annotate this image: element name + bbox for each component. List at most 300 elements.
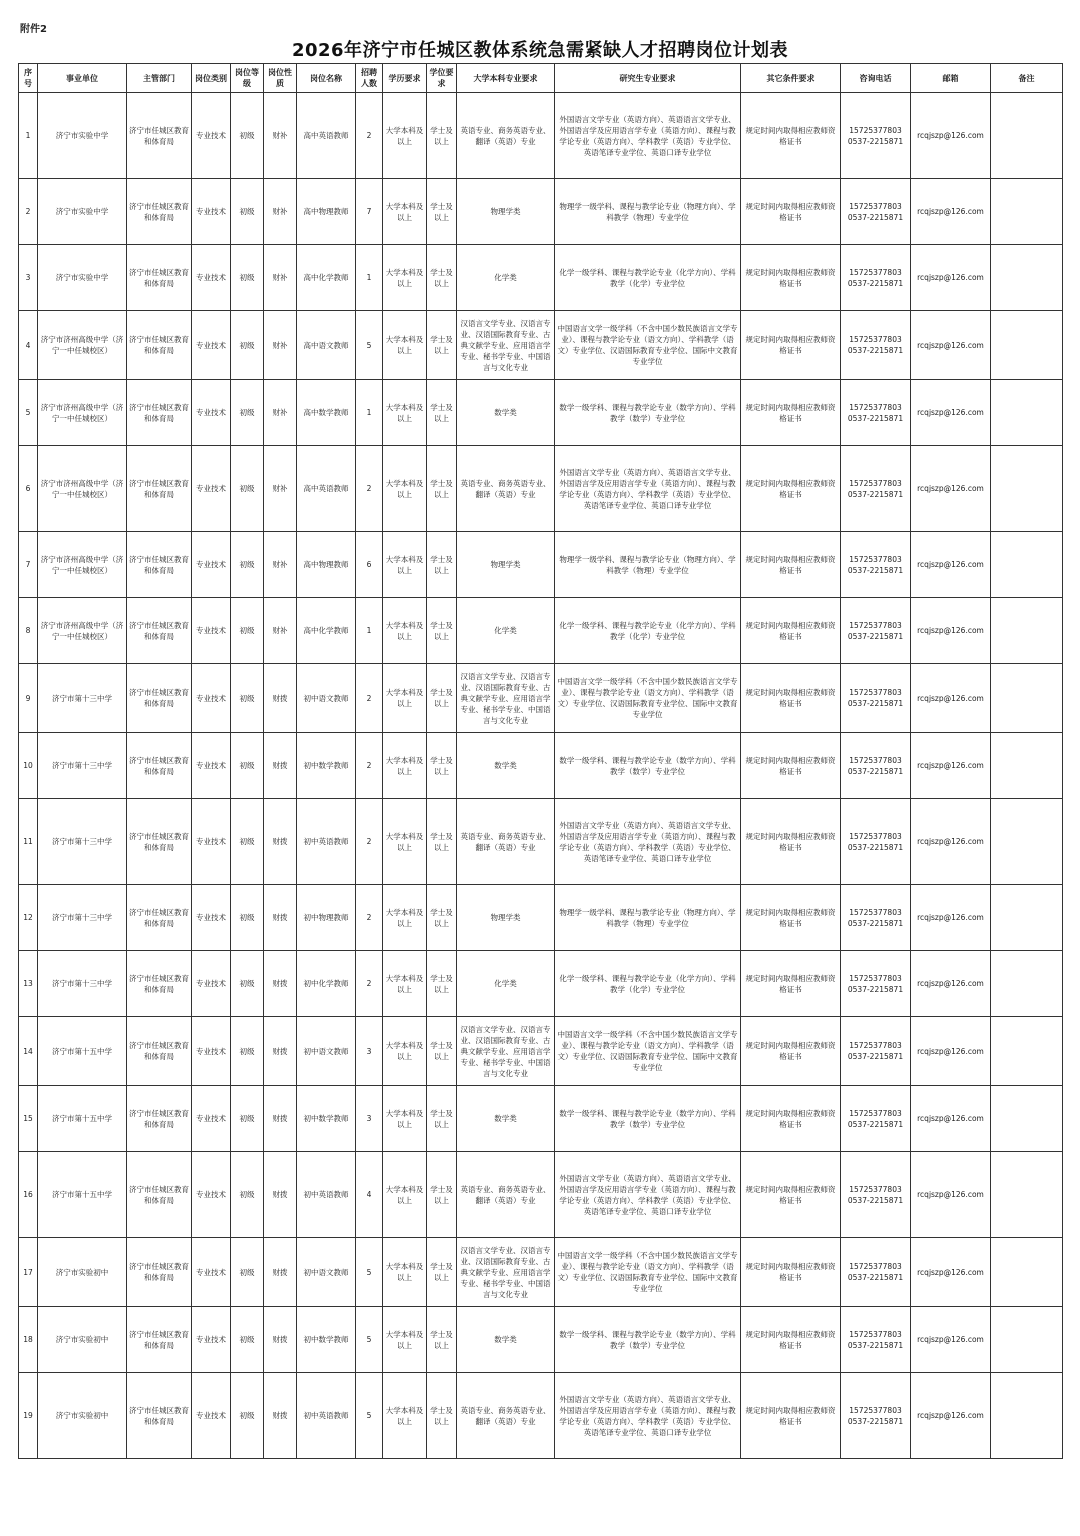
cell-count: 2 <box>356 664 383 733</box>
table-row <box>19 733 1063 799</box>
cell-no: 12 <box>19 885 38 951</box>
header-category: 岗位类别 <box>192 64 231 93</box>
phone-mobile: 15725377803 <box>849 1184 902 1194</box>
cell-no: 17 <box>19 1238 38 1307</box>
cell-remark <box>991 446 1063 532</box>
cell-other: 规定时间内取得相应教师资格证书 <box>741 664 841 733</box>
cell-phone <box>841 179 911 245</box>
cell-undergrad: 英语专业、商务英语专业、翻译（英语）专业 <box>457 799 555 885</box>
cell-education: 大学本科及以上 <box>383 532 427 598</box>
cell-post: 初中语文教师 <box>297 1017 356 1086</box>
cell-unit: 济宁市实验初中 <box>38 1373 127 1459</box>
cell-other: 规定时间内取得相应教师资格证书 <box>741 733 841 799</box>
table-row <box>19 951 1063 1017</box>
cell-education: 大学本科及以上 <box>383 311 427 380</box>
cell-category: 专业技术 <box>192 179 231 245</box>
cell-post: 高中物理教师 <box>297 532 356 598</box>
cell-category: 专业技术 <box>192 1086 231 1152</box>
phone-landline: 0537-2215871 <box>847 918 904 928</box>
cell-phone <box>841 446 911 532</box>
cell-email[interactable]: rcqjszp@126.com <box>911 799 991 885</box>
cell-no: 15 <box>19 1086 38 1152</box>
cell-grade: 初级 <box>231 1017 264 1086</box>
cell-post: 初中英语教师 <box>297 1373 356 1459</box>
phone-landline: 0537-2215871 <box>847 278 904 288</box>
cell-unit: 济宁市实验初中 <box>38 1238 127 1307</box>
header-no: 序号 <box>19 64 38 93</box>
table-row <box>19 1017 1063 1086</box>
phone-landline: 0537-2215871 <box>847 1340 904 1350</box>
cell-email[interactable]: rcqjszp@126.com <box>911 664 991 733</box>
phone-mobile: 15725377803 <box>849 620 902 630</box>
cell-grad: 数学一级学科、课程与教学论专业（数学方向）、学科教学（数学）专业学位 <box>555 733 741 799</box>
cell-category: 专业技术 <box>192 532 231 598</box>
cell-email[interactable]: rcqjszp@126.com <box>911 1086 991 1152</box>
cell-dept: 济宁市任城区教育和体育局 <box>127 1086 192 1152</box>
cell-unit: 济宁市第十五中学 <box>38 1152 127 1238</box>
cell-grad: 中国语言文学一级学科（不含中国少数民族语言文学专业）、课程与教学论专业（语文方向）、学科教学（语文）专业学位、汉语国际教育专业学位、国际中文教育专业学位 <box>555 664 741 733</box>
cell-undergrad: 数学类 <box>457 1086 555 1152</box>
cell-email[interactable]: rcqjszp@126.com <box>911 532 991 598</box>
cell-phone <box>841 951 911 1017</box>
cell-count: 2 <box>356 93 383 179</box>
cell-post: 高中化学教师 <box>297 245 356 311</box>
cell-dept: 济宁市任城区教育和体育局 <box>127 664 192 733</box>
cell-dept: 济宁市任城区教育和体育局 <box>127 245 192 311</box>
page-title: 2026年济宁市任城区教体系统急需紧缺人才招聘岗位计划表 <box>291 40 789 61</box>
cell-dept: 济宁市任城区教育和体育局 <box>127 311 192 380</box>
cell-remark <box>991 1086 1063 1152</box>
cell-category: 专业技术 <box>192 1307 231 1373</box>
table-row <box>19 311 1063 380</box>
table-header-row <box>19 64 1063 93</box>
cell-grade: 初级 <box>231 532 264 598</box>
cell-email[interactable]: rcqjszp@126.com <box>911 885 991 951</box>
cell-post: 初中语文教师 <box>297 664 356 733</box>
cell-education: 大学本科及以上 <box>383 1152 427 1238</box>
header-email: 邮箱 <box>911 64 991 93</box>
cell-unit: 济宁市济州高级中学（济宁一中任城校区） <box>38 446 127 532</box>
cell-email[interactable]: rcqjszp@126.com <box>911 380 991 446</box>
cell-undergrad: 英语专业、商务英语专业、翻译（英语）专业 <box>457 1373 555 1459</box>
cell-remark <box>991 799 1063 885</box>
phone-landline: 0537-2215871 <box>847 766 904 776</box>
header-degree: 学位要求 <box>427 64 457 93</box>
cell-nature: 财拨 <box>264 1373 297 1459</box>
attachment-label: 附件2 <box>20 24 47 35</box>
cell-nature: 财拨 <box>264 1307 297 1373</box>
table-row <box>19 1152 1063 1238</box>
cell-nature: 财补 <box>264 446 297 532</box>
cell-undergrad: 汉语言文学专业、汉语言专业、汉语国际教育专业、古典文献学专业、应用语言学专业、秘书学专业、中国语言与文化专业 <box>457 311 555 380</box>
cell-grad: 数学一级学科、课程与教学论专业（数学方向）、学科教学（数学）专业学位 <box>555 380 741 446</box>
cell-post: 初中英语教师 <box>297 1152 356 1238</box>
cell-grade: 初级 <box>231 799 264 885</box>
cell-category: 专业技术 <box>192 93 231 179</box>
phone-landline: 0537-2215871 <box>847 699 904 708</box>
cell-unit: 济宁市第十三中学 <box>38 664 127 733</box>
cell-email[interactable]: rcqjszp@126.com <box>911 951 991 1017</box>
cell-no: 18 <box>19 1307 38 1373</box>
cell-phone <box>841 93 911 179</box>
cell-degree: 学士及以上 <box>427 664 457 733</box>
cell-dept: 济宁市任城区教育和体育局 <box>127 799 192 885</box>
cell-dept: 济宁市任城区教育和体育局 <box>127 598 192 664</box>
cell-unit: 济宁市实验中学 <box>38 93 127 179</box>
cell-post: 高中化学教师 <box>297 598 356 664</box>
cell-email[interactable]: rcqjszp@126.com <box>911 179 991 245</box>
phone-mobile: 15725377803 <box>849 907 902 917</box>
cell-email[interactable]: rcqjszp@126.com <box>911 446 991 532</box>
cell-undergrad: 汉语言文学专业、汉语言专业、汉语国际教育专业、古典文献学专业、应用语言学专业、秘书学专业、中国语言与文化专业 <box>457 664 555 733</box>
cell-phone <box>841 380 911 446</box>
cell-unit: 济宁市第十三中学 <box>38 799 127 885</box>
header-post: 岗位名称 <box>297 64 356 93</box>
phone-mobile: 15725377803 <box>849 478 902 488</box>
cell-count: 4 <box>356 1152 383 1238</box>
cell-post: 高中数学教师 <box>297 380 356 446</box>
cell-remark <box>991 1152 1063 1238</box>
cell-nature: 财拨 <box>264 951 297 1017</box>
phone-landline: 0537-2215871 <box>847 565 904 575</box>
cell-nature: 财拨 <box>264 1238 297 1307</box>
cell-remark <box>991 1307 1063 1373</box>
cell-unit: 济宁市第十五中学 <box>38 1017 127 1086</box>
cell-phone <box>841 885 911 951</box>
cell-grad: 化学一级学科、课程与教学论专业（化学方向）、学科教学（化学）专业学位 <box>555 245 741 311</box>
phone-landline: 0537-2215871 <box>847 1195 904 1205</box>
cell-education: 大学本科及以上 <box>383 1017 427 1086</box>
cell-grade: 初级 <box>231 1238 264 1307</box>
cell-email[interactable]: rcqjszp@126.com <box>911 245 991 311</box>
cell-phone <box>841 664 911 733</box>
cell-phone <box>841 245 911 311</box>
cell-nature: 财拨 <box>264 885 297 951</box>
table-row <box>19 1238 1063 1307</box>
cell-email[interactable]: rcqjszp@126.com <box>911 311 991 380</box>
cell-category: 专业技术 <box>192 245 231 311</box>
cell-unit: 济宁市第十五中学 <box>38 1086 127 1152</box>
cell-count: 5 <box>356 1238 383 1307</box>
cell-category: 专业技术 <box>192 664 231 733</box>
cell-remark <box>991 598 1063 664</box>
cell-degree: 学士及以上 <box>427 1373 457 1459</box>
cell-nature: 财补 <box>264 532 297 598</box>
phone-mobile: 15725377803 <box>849 335 902 344</box>
table-row <box>19 799 1063 885</box>
cell-other: 规定时间内取得相应教师资格证书 <box>741 93 841 179</box>
phone-mobile: 15725377803 <box>849 688 902 697</box>
cell-count: 5 <box>356 311 383 380</box>
cell-undergrad: 汉语言文学专业、汉语言专业、汉语国际教育专业、古典文献学专业、应用语言学专业、秘书学专业、中国语言与文化专业 <box>457 1238 555 1307</box>
cell-education: 大学本科及以上 <box>383 1373 427 1459</box>
phone-mobile: 15725377803 <box>849 973 902 983</box>
cell-category: 专业技术 <box>192 380 231 446</box>
cell-grade: 初级 <box>231 1152 264 1238</box>
cell-nature: 财补 <box>264 245 297 311</box>
cell-count: 2 <box>356 733 383 799</box>
cell-grade: 初级 <box>231 311 264 380</box>
cell-grad: 中国语言文学一级学科（不含中国少数民族语言文学专业）、课程与教学论专业（语文方向）、学科教学（语文）专业学位、汉语国际教育专业学位、国际中文教育专业学位 <box>555 1238 741 1307</box>
cell-dept: 济宁市任城区教育和体育局 <box>127 179 192 245</box>
cell-degree: 学士及以上 <box>427 311 457 380</box>
cell-other: 规定时间内取得相应教师资格证书 <box>741 1307 841 1373</box>
phone-landline: 0537-2215871 <box>847 212 904 222</box>
cell-education: 大学本科及以上 <box>383 1307 427 1373</box>
phone-mobile: 15725377803 <box>849 554 902 564</box>
cell-no: 2 <box>19 179 38 245</box>
table-row <box>19 664 1063 733</box>
cell-no: 5 <box>19 380 38 446</box>
cell-email[interactable]: rcqjszp@126.com <box>911 1307 991 1373</box>
cell-dept: 济宁市任城区教育和体育局 <box>127 1373 192 1459</box>
cell-no: 4 <box>19 311 38 380</box>
cell-post: 高中语文教师 <box>297 311 356 380</box>
cell-post: 初中数学教师 <box>297 1086 356 1152</box>
phone-mobile: 15725377803 <box>849 831 902 841</box>
cell-nature: 财补 <box>264 380 297 446</box>
phone-mobile: 15725377803 <box>849 267 902 277</box>
header-grad: 研究生专业要求 <box>555 64 741 93</box>
cell-post: 初中语文教师 <box>297 1238 356 1307</box>
cell-undergrad: 化学类 <box>457 245 555 311</box>
cell-count: 5 <box>356 1373 383 1459</box>
cell-phone <box>841 1373 911 1459</box>
cell-unit: 济宁市实验中学 <box>38 245 127 311</box>
cell-degree: 学士及以上 <box>427 951 457 1017</box>
header-education: 学历要求 <box>383 64 427 93</box>
cell-remark <box>991 733 1063 799</box>
cell-degree: 学士及以上 <box>427 245 457 311</box>
cell-count: 2 <box>356 799 383 885</box>
cell-nature: 财拨 <box>264 1152 297 1238</box>
cell-nature: 财拨 <box>264 664 297 733</box>
cell-dept: 济宁市任城区教育和体育局 <box>127 1017 192 1086</box>
cell-grade: 初级 <box>231 664 264 733</box>
cell-unit: 济宁市济州高级中学（济宁一中任城校区） <box>38 311 127 380</box>
cell-remark <box>991 311 1063 380</box>
cell-degree: 学士及以上 <box>427 733 457 799</box>
cell-category: 专业技术 <box>192 885 231 951</box>
cell-unit: 济宁市第十三中学 <box>38 733 127 799</box>
cell-undergrad: 数学类 <box>457 733 555 799</box>
cell-email[interactable]: rcqjszp@126.com <box>911 733 991 799</box>
cell-category: 专业技术 <box>192 733 231 799</box>
phone-landline: 0537-2215871 <box>847 1119 904 1129</box>
table-row <box>19 1086 1063 1152</box>
cell-grad: 外国语言文学专业（英语方向）、英语语言文学专业、外国语言学及应用语言学专业（英语方向）、课程与教学论专业（英语方向）、学科教学（英语）专业学位、英语笔译专业学位、英语口译专业学位 <box>555 446 741 532</box>
cell-undergrad: 英语专业、商务英语专业、翻译（英语）专业 <box>457 1152 555 1238</box>
cell-no: 3 <box>19 245 38 311</box>
cell-grad: 外国语言文学专业（英语方向）、英语语言文学专业、外国语言学及应用语言学专业（英语方向）、课程与教学论专业（英语方向）、学科教学（英语）专业学位、英语笔译专业学位、英语口译专业学位 <box>555 1373 741 1459</box>
cell-category: 专业技术 <box>192 1017 231 1086</box>
cell-nature: 财拨 <box>264 799 297 885</box>
cell-other: 规定时间内取得相应教师资格证书 <box>741 380 841 446</box>
cell-degree: 学士及以上 <box>427 799 457 885</box>
cell-grad: 化学一级学科、课程与教学论专业（化学方向）、学科教学（化学）专业学位 <box>555 598 741 664</box>
table-row <box>19 93 1063 179</box>
cell-phone <box>841 1238 911 1307</box>
cell-phone <box>841 733 911 799</box>
cell-other: 规定时间内取得相应教师资格证书 <box>741 885 841 951</box>
cell-count: 3 <box>356 1086 383 1152</box>
cell-phone <box>841 1152 911 1238</box>
phone-landline: 0537-2215871 <box>847 842 904 852</box>
header-count: 招聘人数 <box>356 64 383 93</box>
header-unit: 事业单位 <box>38 64 127 93</box>
cell-undergrad: 物理学类 <box>457 532 555 598</box>
phone-landline: 0537-2215871 <box>847 984 904 994</box>
cell-count: 7 <box>356 179 383 245</box>
cell-category: 专业技术 <box>192 799 231 885</box>
header-remark: 备注 <box>991 64 1063 93</box>
cell-nature: 财拨 <box>264 1017 297 1086</box>
cell-dept: 济宁市任城区教育和体育局 <box>127 1307 192 1373</box>
cell-count: 2 <box>356 951 383 1017</box>
cell-remark <box>991 951 1063 1017</box>
cell-grade: 初级 <box>231 951 264 1017</box>
phone-mobile: 15725377803 <box>849 1108 902 1118</box>
cell-education: 大学本科及以上 <box>383 380 427 446</box>
cell-email[interactable]: rcqjszp@126.com <box>911 1017 991 1086</box>
phone-landline: 0537-2215871 <box>847 136 904 146</box>
cell-education: 大学本科及以上 <box>383 598 427 664</box>
cell-count: 1 <box>356 598 383 664</box>
cell-no: 1 <box>19 93 38 179</box>
cell-phone <box>841 799 911 885</box>
cell-nature: 财补 <box>264 93 297 179</box>
cell-other: 规定时间内取得相应教师资格证书 <box>741 311 841 380</box>
cell-degree: 学士及以上 <box>427 1017 457 1086</box>
cell-grad: 外国语言文学专业（英语方向）、英语语言文学专业、外国语言学及应用语言学专业（英语方向）、课程与教学论专业（英语方向）、学科教学（英语）专业学位、英语笔译专业学位、英语口译专业学位 <box>555 1152 741 1238</box>
cell-undergrad: 物理学类 <box>457 885 555 951</box>
cell-grade: 初级 <box>231 93 264 179</box>
cell-other: 规定时间内取得相应教师资格证书 <box>741 1017 841 1086</box>
phone-landline: 0537-2215871 <box>847 1416 904 1426</box>
cell-remark <box>991 245 1063 311</box>
cell-nature: 财补 <box>264 179 297 245</box>
cell-unit: 济宁市实验初中 <box>38 1307 127 1373</box>
cell-remark <box>991 1238 1063 1307</box>
cell-email[interactable]: rcqjszp@126.com <box>911 598 991 664</box>
cell-other: 规定时间内取得相应教师资格证书 <box>741 179 841 245</box>
phone-mobile: 15725377803 <box>849 1041 902 1050</box>
cell-category: 专业技术 <box>192 951 231 1017</box>
cell-unit: 济宁市济州高级中学（济宁一中任城校区） <box>38 380 127 446</box>
cell-degree: 学士及以上 <box>427 380 457 446</box>
header-other: 其它条件要求 <box>741 64 841 93</box>
cell-other: 规定时间内取得相应教师资格证书 <box>741 532 841 598</box>
cell-no: 14 <box>19 1017 38 1086</box>
cell-other: 规定时间内取得相应教师资格证书 <box>741 598 841 664</box>
cell-no: 8 <box>19 598 38 664</box>
phone-landline: 0537-2215871 <box>847 1273 904 1282</box>
cell-grad: 数学一级学科、课程与教学论专业（数学方向）、学科教学（数学）专业学位 <box>555 1307 741 1373</box>
cell-no: 6 <box>19 446 38 532</box>
cell-education: 大学本科及以上 <box>383 664 427 733</box>
cell-no: 11 <box>19 799 38 885</box>
table-row <box>19 380 1063 446</box>
cell-unit: 济宁市第十三中学 <box>38 885 127 951</box>
phone-landline: 0537-2215871 <box>847 413 904 423</box>
cell-count: 6 <box>356 532 383 598</box>
cell-grad: 物理学一级学科、课程与教学论专业（物理方向）、学科教学（物理）专业学位 <box>555 532 741 598</box>
cell-no: 13 <box>19 951 38 1017</box>
cell-education: 大学本科及以上 <box>383 885 427 951</box>
cell-grad: 外国语言文学专业（英语方向）、英语语言文学专业、外国语言学及应用语言学专业（英语方向）、课程与教学论专业（英语方向）、学科教学（英语）专业学位、英语笔译专业学位、英语口译专业学位 <box>555 93 741 179</box>
cell-grade: 初级 <box>231 885 264 951</box>
header-nature: 岗位性质 <box>264 64 297 93</box>
table-row <box>19 1307 1063 1373</box>
cell-post: 高中英语教师 <box>297 446 356 532</box>
cell-remark <box>991 380 1063 446</box>
cell-dept: 济宁市任城区教育和体育局 <box>127 380 192 446</box>
phone-mobile: 15725377803 <box>849 1329 902 1339</box>
cell-category: 专业技术 <box>192 1152 231 1238</box>
cell-other: 规定时间内取得相应教师资格证书 <box>741 1373 841 1459</box>
header-grade: 岗位等级 <box>231 64 264 93</box>
cell-post: 高中英语教师 <box>297 93 356 179</box>
cell-count: 2 <box>356 446 383 532</box>
phone-landline: 0537-2215871 <box>847 346 904 355</box>
cell-degree: 学士及以上 <box>427 1152 457 1238</box>
cell-phone <box>841 1086 911 1152</box>
phone-landline: 0537-2215871 <box>847 1052 904 1061</box>
cell-post: 初中物理教师 <box>297 885 356 951</box>
cell-grad: 物理学一级学科、课程与教学论专业（物理方向）、学科教学（物理）专业学位 <box>555 885 741 951</box>
cell-phone <box>841 598 911 664</box>
cell-undergrad: 化学类 <box>457 598 555 664</box>
cell-unit: 济宁市第十三中学 <box>38 951 127 1017</box>
cell-remark <box>991 93 1063 179</box>
cell-grade: 初级 <box>231 446 264 532</box>
cell-remark <box>991 532 1063 598</box>
cell-category: 专业技术 <box>192 1238 231 1307</box>
cell-email[interactable]: rcqjszp@126.com <box>911 1152 991 1238</box>
phone-mobile: 15725377803 <box>849 201 902 211</box>
cell-grade: 初级 <box>231 1086 264 1152</box>
table-row <box>19 532 1063 598</box>
cell-post: 高中物理教师 <box>297 179 356 245</box>
cell-degree: 学士及以上 <box>427 1238 457 1307</box>
cell-education: 大学本科及以上 <box>383 733 427 799</box>
cell-no: 9 <box>19 664 38 733</box>
cell-phone <box>841 311 911 380</box>
cell-unit: 济宁市实验中学 <box>38 179 127 245</box>
cell-grad: 物理学一级学科、课程与教学论专业（物理方向）、学科教学（物理）专业学位 <box>555 179 741 245</box>
cell-email[interactable]: rcqjszp@126.com <box>911 93 991 179</box>
cell-email[interactable]: rcqjszp@126.com <box>911 1373 991 1459</box>
cell-grade: 初级 <box>231 598 264 664</box>
cell-email[interactable]: rcqjszp@126.com <box>911 1238 991 1307</box>
cell-dept: 济宁市任城区教育和体育局 <box>127 885 192 951</box>
cell-nature: 财拨 <box>264 733 297 799</box>
cell-grad: 数学一级学科、课程与教学论专业（数学方向）、学科教学（数学）专业学位 <box>555 1086 741 1152</box>
cell-phone <box>841 532 911 598</box>
table-row <box>19 885 1063 951</box>
cell-category: 专业技术 <box>192 311 231 380</box>
cell-other: 规定时间内取得相应教师资格证书 <box>741 1238 841 1307</box>
cell-post: 初中英语教师 <box>297 799 356 885</box>
cell-other: 规定时间内取得相应教师资格证书 <box>741 245 841 311</box>
cell-dept: 济宁市任城区教育和体育局 <box>127 733 192 799</box>
cell-phone <box>841 1307 911 1373</box>
cell-nature: 财补 <box>264 311 297 380</box>
cell-post: 初中化学教师 <box>297 951 356 1017</box>
cell-remark <box>991 664 1063 733</box>
cell-dept: 济宁市任城区教育和体育局 <box>127 951 192 1017</box>
cell-undergrad: 数学类 <box>457 380 555 446</box>
